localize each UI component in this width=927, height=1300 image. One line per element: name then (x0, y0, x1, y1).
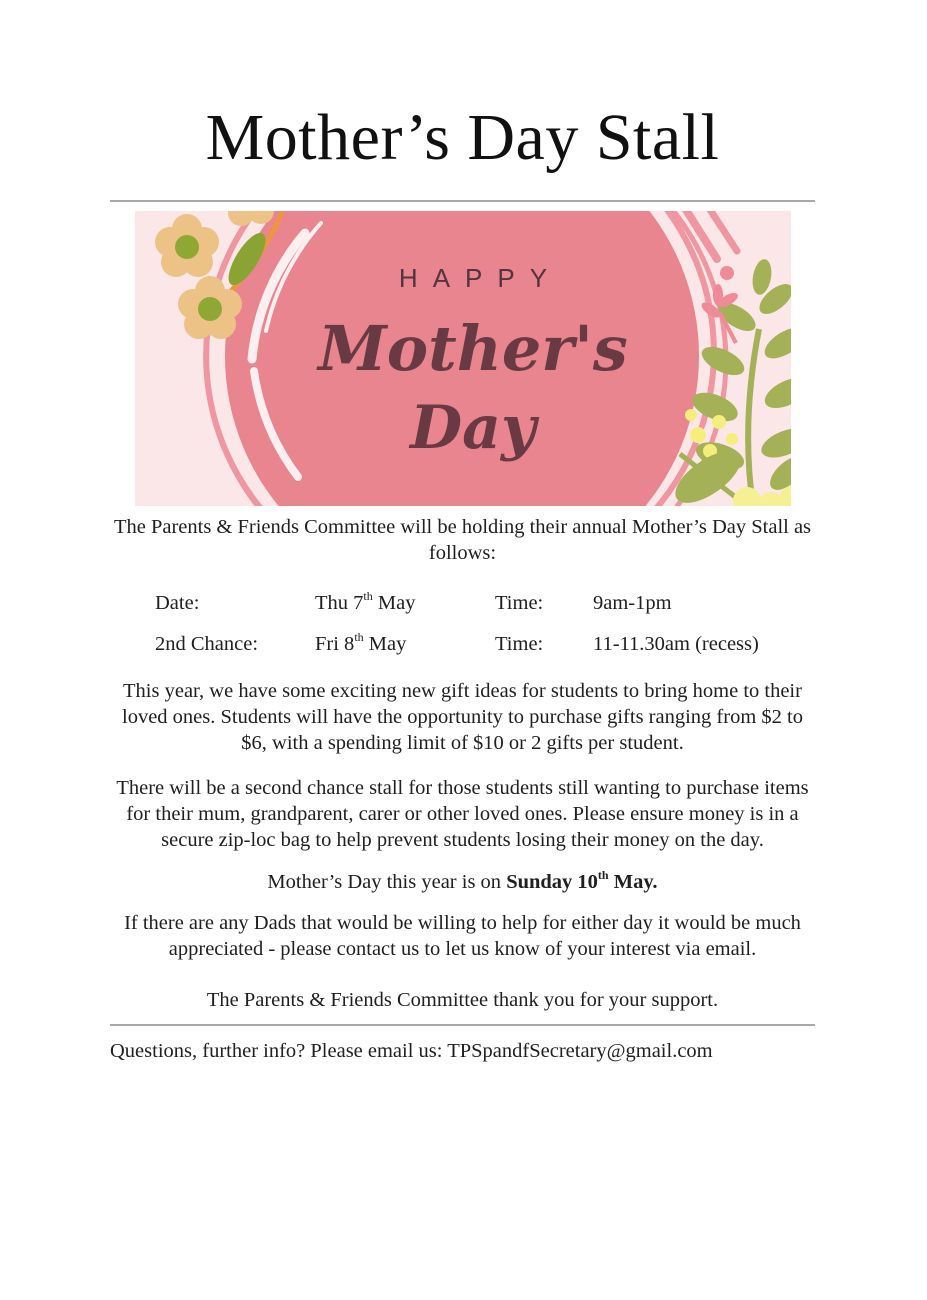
dads-help-paragraph: If there are any Dads that would be willing to help for either day it would be much appreciated - please contact us to let us know of your interest via email. (124, 911, 801, 960)
schedule-row2-date: Fri 8th May (315, 629, 407, 655)
contact-email-line: Questions, further info? Please email us: TPSpandfSecretary@gmail.com (110, 1039, 713, 1062)
second-chance-paragraph: There will be a second chance stall for those students still wanting to purchase items for their mum, grandparent, carer or other loved ones. Please ensure money is in a secure zip-loc bag to help prevent students losing their money on the day. (116, 776, 809, 851)
mothers-day-date-line: Mother’s Day this year is on Sunday 10th May. (267, 867, 658, 893)
banner-artwork (135, 211, 791, 506)
schedule-row1-time-value: 9am-1pm (593, 591, 672, 614)
banner-happy-label: HAPPY (398, 262, 563, 293)
top-divider (110, 200, 815, 202)
bottom-divider (110, 1024, 815, 1026)
schedule-row2-time-label: Time: (495, 632, 544, 655)
schedule-row1-time-label: Time: (495, 591, 544, 614)
banner-script-line1: Mother's (318, 311, 628, 385)
page-title: Mother’s Day Stall (205, 101, 720, 174)
schedule-row2-label: 2nd Chance: (155, 632, 259, 655)
banner-script-line2: Day (410, 392, 536, 463)
thanks-paragraph: The Parents & Friends Committee thank you for your support. (206, 988, 719, 1011)
schedule-row2-time-value: 11-11.30am (recess) (593, 632, 759, 655)
gift-ideas-paragraph: This year, we have some exciting new gift ideas for students to bring home to their loved ones. Students will have the opportunity to purchase gifts ranging from $2 to $6, with a spending limit of $10 or 2 gifts per student. (122, 679, 803, 754)
intro-paragraph: The Parents & Friends Committee will be holding their annual Mother’s Day Stall as follows: (113, 515, 812, 564)
mothers-day-banner (135, 211, 791, 506)
schedule-table (155, 590, 815, 657)
flyer-document (110, 100, 815, 1064)
schedule-row1-label: Date: (155, 591, 200, 614)
schedule-row1-date: Thu 7th May (315, 588, 416, 614)
